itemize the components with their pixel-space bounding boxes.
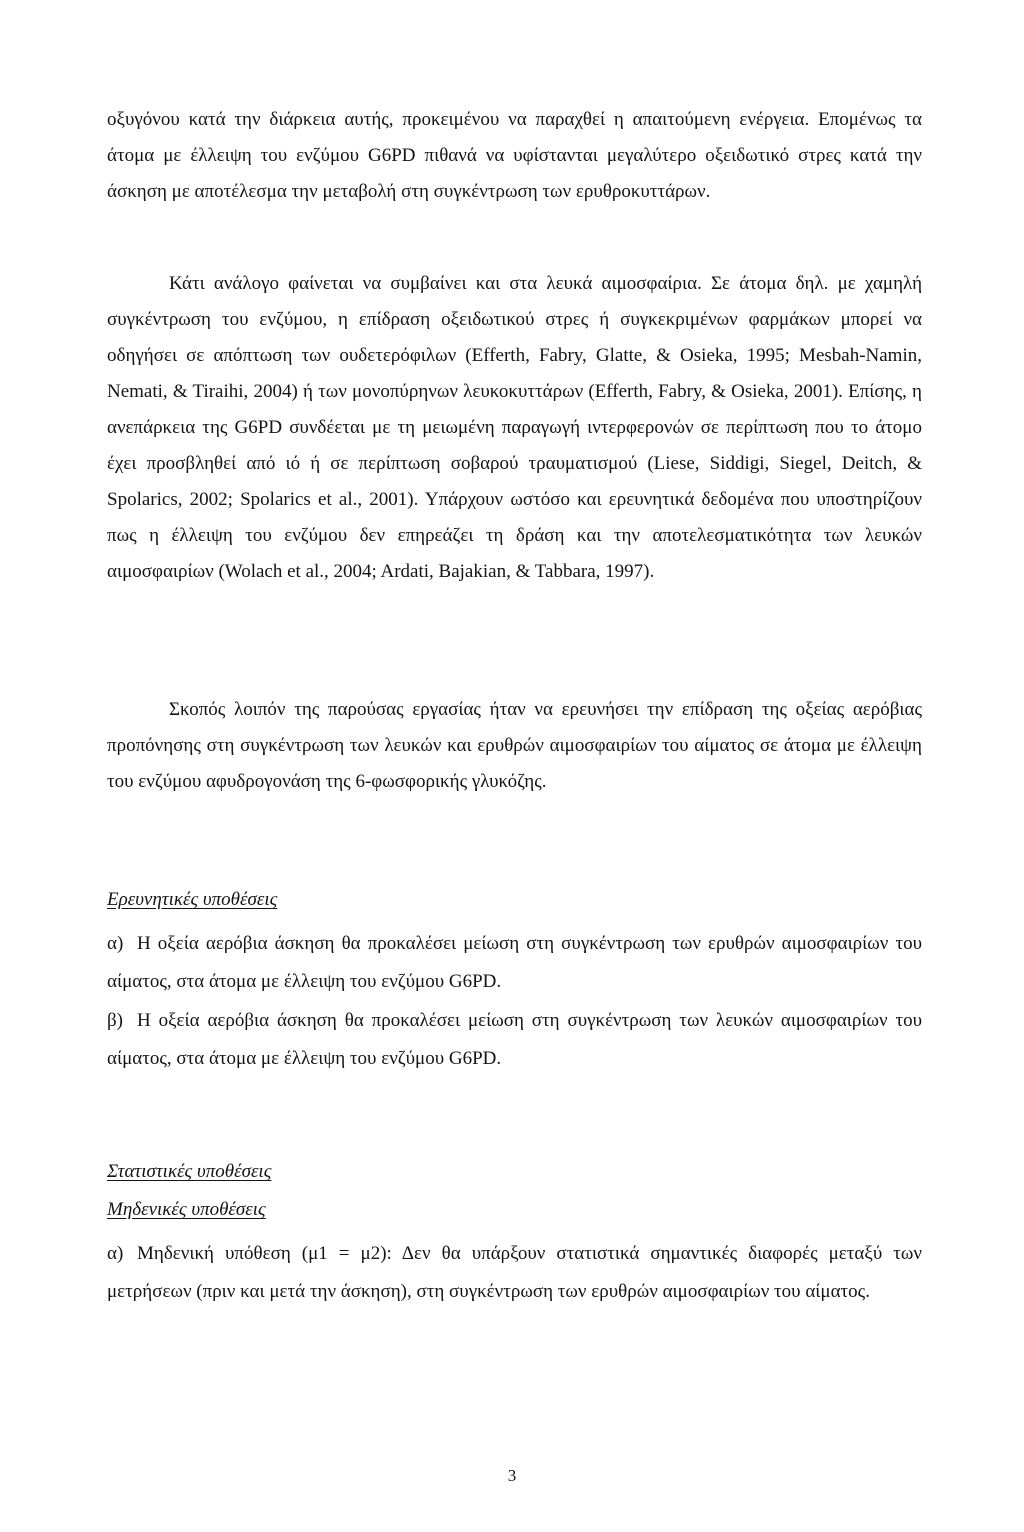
null-hypothesis-marker-a: α) <box>107 1243 124 1264</box>
paragraph-oxygen-g6pd: οξυγόνου κατά την διάρκεια αυτής, προκειμένου να παραχθεί η απαιτούμενη ενέργεια. Επομένως τα άτομα με έλλειψη του ενζύμου G6PD πιθανά να υφίστανται μεγαλύτερο οξειδωτικό στρες κατά την άσκηση με αποτέλεσμα την μεταβολή στη συγκέντρωση των ερυθροκυττάρων. <box>107 109 922 202</box>
null-hypothesis-text-a: Μηδενική υπόθεση (μ1 = μ2): Δεν θα υπάρξουν στατιστικά σημαντικές διαφορές μεταξύ των μετρήσεων (πριν και μετά την άσκηση), στη συγκέντρωση των ερυθρών αιμοσφαιρίων του αίματος. <box>107 1243 922 1302</box>
hypothesis-text-a: Η οξεία αερόβια άσκηση θα προκαλέσει μείωση στη συγκέντρωση των ερυθρών αιμοσφαιρίων του αίματος, στα άτομα με έλλειψη του ενζύμου G6PD. <box>107 933 922 992</box>
hypothesis-text-b: Η οξεία αερόβια άσκηση θα προκαλέσει μείωση στη συγκέντρωση των λευκών αιμοσφαιρίων του αίματος, στα άτομα με έλλειψη του ενζύμου G6PD. <box>107 1010 922 1069</box>
hypothesis-marker-a: α) <box>107 933 124 954</box>
paragraph-purpose: Σκοπός λοιπόν της παρούσας εργασίας ήταν να ερευνήσει την επίδραση της οξείας αερόβιας προπόνησης στη συγκέντρωση των λευκών και ερυθρών αιμοσφαιρίων του αίματος σε άτομα με έλλειψη του ενζύμου αφυδρογονάση της 6-φωσφορικής γλυκόζης. <box>107 699 922 792</box>
paragraph-white-cells: Κάτι ανάλογο φαίνεται να συμβαίνει και στα λευκά αιμοσφαίρια. Σε άτομα δηλ. με χαμηλή συγκέντρωση του ενζύμου, η επίδραση οξειδωτικού στρες ή συγκεκριμένων φαρμάκων μπορεί να οδηγήσει σε απόπτωση των ουδετερόφιλων (Efferth, Fabry, Glatte, & Osieka, 1995; Mesbah-Namin, Nemati, & Tiraihi, 2004) ή των μονοπύρηνων λευκοκυττάρων (Efferth, Fabry, & Osieka, 2001). Επίσης, η ανεπάρκεια της G6PD συνδέεται με τη μειωμένη παραγωγή ιντερφερονών σε περίπτωση που το άτομο έχει προσβληθεί από ιό ή σε περίπτωση σοβαρού τραυματισμού (Liese, Siddigi, Siegel, Deitch, & Spolarics, 2002; Spolarics et al., 2001). Υπάρχουν ωστόσο και ερευνητικά δεδομένα που υποστηρίζουν πως η έλλειψη του ενζύμου δεν επηρεάζει τη δράση και την αποτελεσματικότητα των λευκών αιμοσφαιρίων (Wolach et al., 2004; Ardati, Bajakian, & Tabbara, 1997). <box>107 273 922 582</box>
page-number: 3 <box>507 1466 517 1485</box>
heading-null-hypotheses: Μηδενικές υποθέσεις <box>107 1199 266 1220</box>
hypothesis-item-a <box>107 925 922 1001</box>
null-hypothesis-item-a <box>107 1235 922 1311</box>
heading-statistical-hypotheses: Στατιστικές υποθέσεις <box>107 1161 272 1182</box>
hypothesis-item-b <box>107 1002 922 1078</box>
hypothesis-marker-b: β) <box>107 1010 123 1031</box>
heading-research-hypotheses: Ερευνητικές υποθέσεις <box>107 889 278 910</box>
